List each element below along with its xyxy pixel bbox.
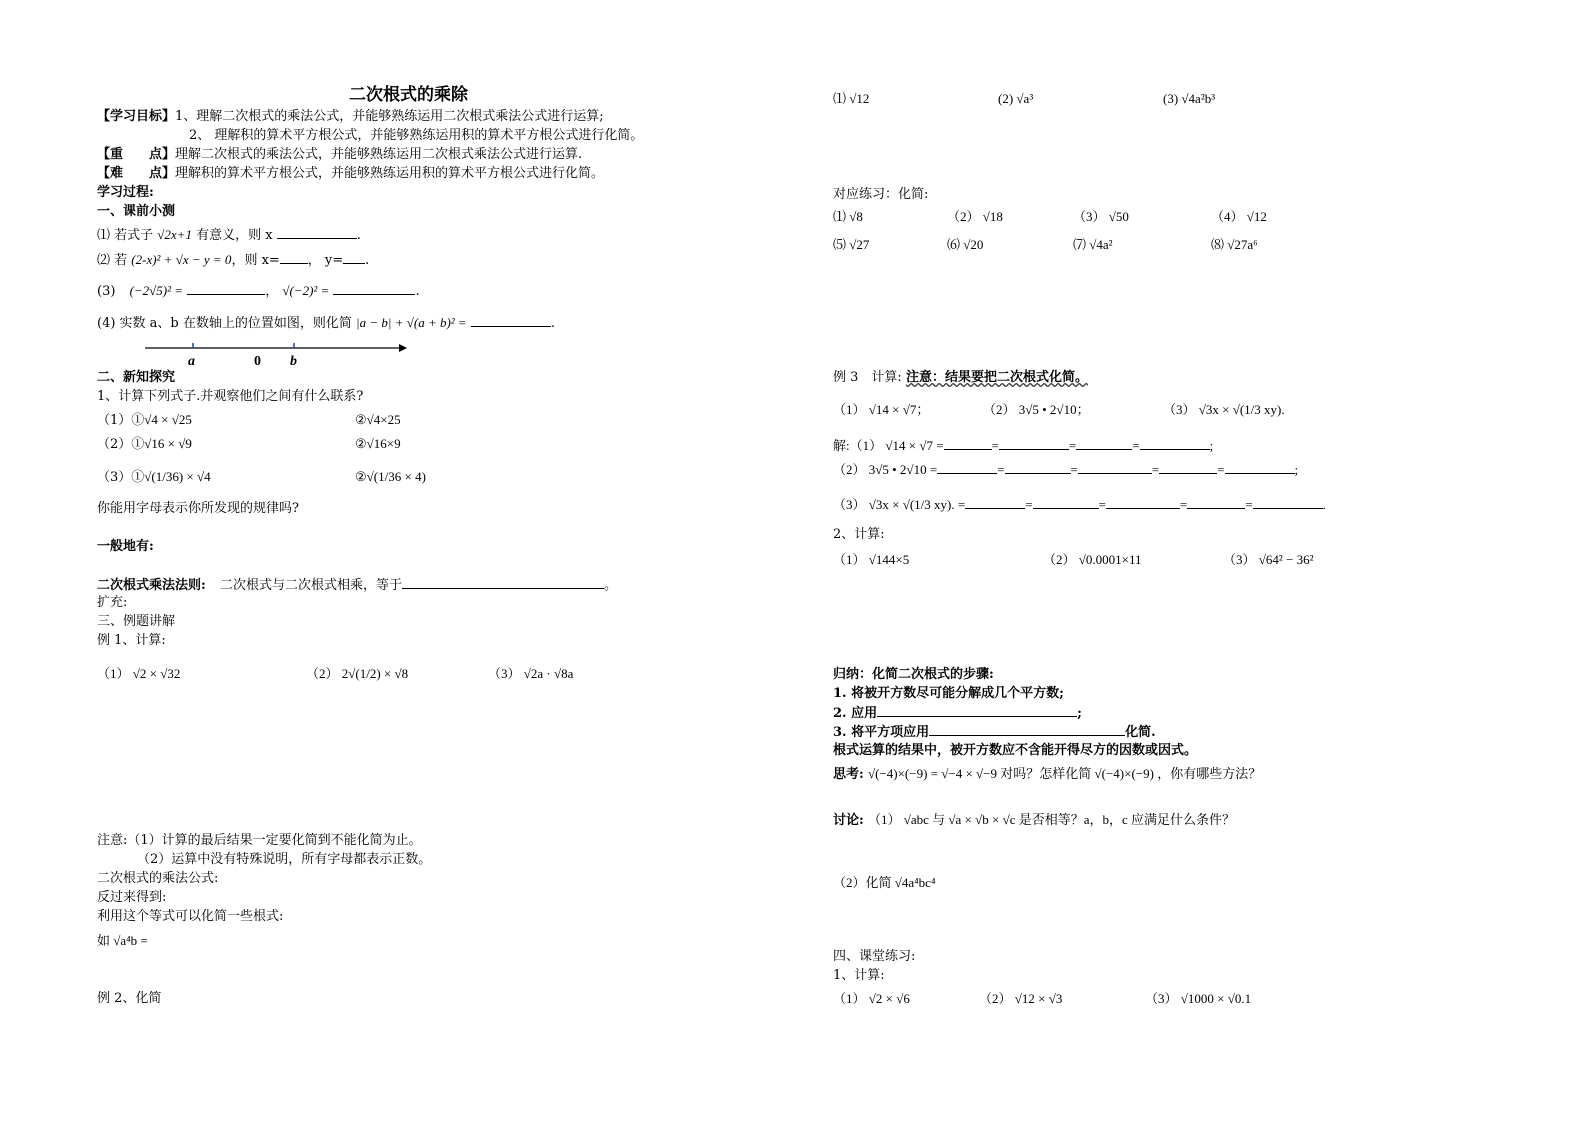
calc-2-label: 2、计算: — [833, 527, 885, 542]
explore-row-2 — [97, 435, 192, 454]
summary-step-3 — [833, 723, 1156, 742]
q3-prefix: (3) — [97, 284, 116, 299]
solution-3-blank-5[interactable] — [1253, 496, 1323, 509]
quiz-q2: ⑵ 若 (2-x)² + √x − y = 0，则 x= ， y= . — [97, 252, 370, 268]
section-3-heading: 三、例题讲解 — [97, 614, 176, 629]
calc-2-item-1: （1） √144×5 — [833, 552, 910, 567]
q1-blank[interactable] — [277, 226, 357, 239]
explore-row-3b — [355, 468, 426, 487]
summary-heading: 归纳：化简二次根式的步骤: — [833, 667, 994, 682]
solution-2-sep-1: = — [997, 462, 1005, 477]
solution-2 — [833, 461, 1298, 479]
rule-end: 。 — [603, 578, 617, 593]
axis-label-a: a — [188, 354, 195, 369]
example-3-note: 注意：结果要把二次根式化简。 — [905, 370, 1088, 385]
reverse-label: 反过来得到: — [97, 890, 167, 905]
calc-2-item-2: （2） √0.0001×11 — [1043, 552, 1142, 567]
step-3-prefix: 3. 将平方项应用 — [833, 725, 930, 740]
rule-label: 二次根式乘法法则: — [97, 578, 206, 593]
solution-1-blank-3[interactable] — [1076, 437, 1132, 450]
e1-expression-b: √4×25 — [366, 412, 401, 427]
key-point-line — [97, 146, 582, 164]
solution-1-blank-4[interactable] — [1140, 437, 1210, 450]
e3b-label: ② — [355, 470, 367, 485]
summary-step-1: 1. 将被开方数尽可能分解成几个平方数; — [833, 686, 1064, 701]
solution-3-sep-4: = — [1245, 497, 1253, 512]
step-3-blank[interactable] — [929, 723, 1125, 736]
example-2-label: 例 2、化简 — [97, 991, 162, 1006]
solution-1-end: ; — [1209, 438, 1214, 453]
q4-prefix: (4) 实数 a、b 在数轴上的位置如图，则化简 — [97, 316, 352, 331]
example-3-item-2: （2） 3√5 • 2√10； — [983, 402, 1090, 417]
solution-2-blank-5[interactable] — [1225, 461, 1295, 474]
think-line — [833, 765, 1261, 784]
e3-expression-a: √(1/36) × √4 — [144, 469, 211, 484]
quiz-q3: (3) (−2√5)² = ， √(−2)² = . — [97, 283, 420, 299]
solution-1-blank-1[interactable] — [944, 437, 992, 450]
q3-blank-2[interactable] — [333, 282, 415, 295]
practice-3: （3） √50 — [1073, 209, 1129, 224]
example-1-item-2: （2） 2√(1/2) × √8 — [306, 666, 409, 681]
q2-x-blank[interactable] — [280, 251, 308, 264]
e1-expression-a: √4 × √25 — [144, 412, 192, 427]
step-2-end: ; — [1077, 706, 1082, 721]
difficulty-line — [97, 165, 604, 183]
goal-2: 2、 理解积的算术平方根公式，并能够熟练运用积的算术平方根公式进行化简。 — [189, 128, 644, 143]
solution-1-prefix: 解:（1） √14 × √7 = — [833, 438, 944, 453]
page-title: 二次根式的乘除 — [349, 85, 468, 105]
note-2: （2）运算中没有特殊说明，所有字母都表示正数。 — [137, 852, 432, 867]
practice-4: （4） √12 — [1211, 209, 1267, 224]
section-1-heading: 一、课前小测 — [97, 204, 176, 219]
generally-heading: 一般地有: — [97, 539, 154, 554]
q1-expression: √2x+1 — [157, 227, 192, 242]
rule-text: 二次根式与二次根式相乘，等于 — [219, 578, 402, 593]
practice-label: 对应练习：化简: — [833, 187, 929, 202]
key-text: 理解二次根式的乘法公式，并能够熟练运用二次根式乘法公式进行运算. — [175, 147, 583, 162]
class-practice-3: （3） √1000 × √0.1 — [1145, 991, 1252, 1006]
e3-label: （3）① — [97, 470, 145, 485]
solution-2-blank-3[interactable] — [1078, 461, 1152, 474]
solution-3-sep-2: = — [1098, 497, 1106, 512]
q1-suffix: 有意义，则 x — [196, 228, 273, 243]
multiplication-rule — [97, 576, 617, 595]
practice-1: ⑴ √8 — [833, 209, 863, 224]
axis-label-b: b — [290, 354, 297, 369]
practice-2: （2） √18 — [947, 209, 1003, 224]
class-practice-1: （1） √2 × √6 — [833, 991, 910, 1006]
pattern-question: 你能用字母表示你所发现的规律吗? — [97, 501, 299, 516]
solution-3-sep-1: = — [1025, 497, 1033, 512]
calc-2-item-3: （3） √64² − 36² — [1223, 552, 1314, 567]
practice-8: ⑻ √27a⁶ — [1211, 237, 1258, 252]
example-1-item-1: （1） √2 × √32 — [97, 666, 181, 681]
example-3-label: 例 3 计算: — [833, 370, 902, 385]
step-3-end: 化简. — [1125, 725, 1156, 740]
such-as-example: 如 √a⁴b = — [97, 933, 148, 948]
solution-3-blank-2[interactable] — [1033, 496, 1099, 509]
think-label: 思考: — [833, 767, 864, 782]
use-label: 利用这个等式可以化简一些根式: — [97, 909, 284, 924]
solution-3-sep-3: = — [1179, 497, 1188, 512]
simplify-2: (2) √a³ — [998, 91, 1034, 106]
practice-5: ⑸ √27 — [833, 237, 870, 252]
step-2-blank[interactable] — [877, 704, 1077, 717]
q3-expression-1: (−2√5)² = — [129, 283, 184, 298]
section-2-heading: 二、新知探究 — [97, 370, 176, 385]
rule-blank[interactable] — [402, 576, 604, 589]
solution-3-prefix: （3） √3x × √(1/3 xy). = — [833, 497, 966, 512]
summary-step-2 — [833, 704, 1082, 723]
explore-instruction: 1、计算下列式子.并观察他们之间有什么联系? — [97, 389, 364, 404]
solution-2-blank-2[interactable] — [1005, 461, 1071, 474]
class-practice-2: （2） √12 × √3 — [979, 991, 1063, 1006]
q2-y-label: ， y= — [307, 253, 344, 268]
section-4-heading: 四、课堂练习: — [833, 949, 916, 964]
difficulty-text: 理解积的算术平方根公式，并能够熟练运用积的算术平方根公式进行化简。 — [175, 166, 605, 181]
solution-3-blank-3[interactable] — [1106, 496, 1180, 509]
difficulty-label: 【难 点】 — [97, 166, 176, 181]
example-3-item-3: （3） √3x × √(1/3 xy). — [1163, 402, 1285, 417]
e1b-label: ② — [355, 413, 367, 428]
solution-2-end: ; — [1294, 462, 1299, 477]
discuss-line — [833, 811, 1235, 830]
number-line — [143, 336, 413, 370]
quiz-q1: ⑴ 若式子 √2x+1 有意义，则 x . — [97, 227, 361, 243]
explore-row-1b — [355, 411, 401, 430]
solution-3 — [833, 496, 1326, 514]
q4-expression: |a − b| + √(a + b)² = — [356, 315, 467, 330]
explore-row-1 — [97, 411, 192, 430]
calc-1-label: 1、计算: — [833, 968, 885, 983]
solution-1-sep-3: = — [1132, 438, 1140, 453]
formula-label: 二次根式的乘法公式: — [97, 871, 219, 886]
practice-6: ⑹ √20 — [947, 237, 984, 252]
think-text: √(−4)×(−9) = √−4 × √−9 对吗？怎样化简 √(−4)×(−9) ，你有哪些方法？ — [867, 766, 1262, 781]
solution-2-sep-3: = — [1151, 462, 1160, 477]
q2-x-label: ，则 x= — [231, 253, 280, 268]
simplify-1: ⑴ √12 — [833, 91, 870, 106]
e3-expression-b: √(1/36 × 4) — [366, 469, 426, 484]
solution-1 — [833, 437, 1213, 455]
key-label: 【重 点】 — [97, 147, 176, 162]
goal-line-1 — [97, 108, 604, 126]
solution-1-sep-1: = — [991, 438, 999, 453]
explore-row-2b — [355, 435, 401, 454]
q1-prefix: ⑴ 若式子 — [97, 228, 154, 243]
q2-prefix: ⑵ 若 — [97, 253, 128, 268]
goal-1: 1、理解二次根式的乘法公式，并能够熟练运用二次根式乘法公式进行运算; — [175, 109, 604, 124]
explore-row-3 — [97, 468, 211, 487]
process-heading: 学习过程: — [97, 185, 154, 200]
discuss-2: （2）化简 √4a⁴bc⁴ — [833, 875, 936, 890]
solution-3-end: . — [1322, 497, 1326, 512]
step-2-prefix: 2. 应用 — [833, 706, 878, 721]
q2-expression: (2-x)² + √x − y = 0 — [131, 252, 232, 267]
solution-3-blank-1[interactable] — [965, 496, 1025, 509]
q3-blank-1[interactable] — [187, 282, 265, 295]
solution-3-blank-4[interactable] — [1187, 496, 1245, 509]
e1-label: （1）① — [97, 413, 145, 428]
e2-expression-a: √16 × √9 — [144, 436, 192, 451]
q3-expression-2: √(−2)² = — [282, 283, 330, 298]
solution-1-blank-2[interactable] — [999, 437, 1069, 450]
e2-label: （2）① — [97, 437, 145, 452]
goal-label: 【学习目标】 — [97, 109, 176, 124]
example-1-item-3: （3） √2a · √8a — [488, 666, 574, 681]
note-1: 注意:（1）计算的最后结果一定要化简到不能化简为止。 — [97, 833, 422, 848]
solution-2-blank-1[interactable] — [937, 461, 997, 474]
solution-1-sep-2: = — [1068, 438, 1077, 453]
solution-2-prefix: （2） 3√5 • 2√10 = — [833, 462, 938, 477]
practice-7: ⑺ √4a² — [1073, 237, 1113, 252]
e2b-label: ② — [355, 437, 367, 452]
summary-conclusion: 根式运算的结果中，被开方数应不含能开得尽方的因数或因式。 — [833, 743, 1198, 758]
axis-label-zero: 0 — [254, 354, 261, 369]
expand-label: 扩充: — [97, 595, 128, 610]
solution-2-sep-4: = — [1217, 462, 1225, 477]
discuss-text: （1） √abc 与 √a × √b × √c 是否相等？a，b，c 应满足什么条件？ — [867, 812, 1236, 827]
q2-y-blank[interactable] — [343, 251, 365, 264]
quiz-q4: (4) 实数 a、b 在数轴上的位置如图，则化简 |a − b| + √(a + b)² = . — [97, 315, 555, 331]
q4-blank[interactable] — [471, 314, 551, 327]
simplify-3: (3) √4a²b³ — [1163, 91, 1216, 106]
discuss-label: 讨论: — [833, 813, 864, 828]
e2-expression-b: √16×9 — [366, 436, 401, 451]
number-line-arrow — [399, 344, 407, 352]
solution-2-sep-2: = — [1070, 462, 1078, 477]
example-3-item-1: （1） √14 × √7； — [833, 402, 930, 417]
example-3-heading — [833, 369, 1088, 387]
example-1-label: 例 1、计算: — [97, 633, 166, 648]
solution-2-blank-4[interactable] — [1159, 461, 1217, 474]
